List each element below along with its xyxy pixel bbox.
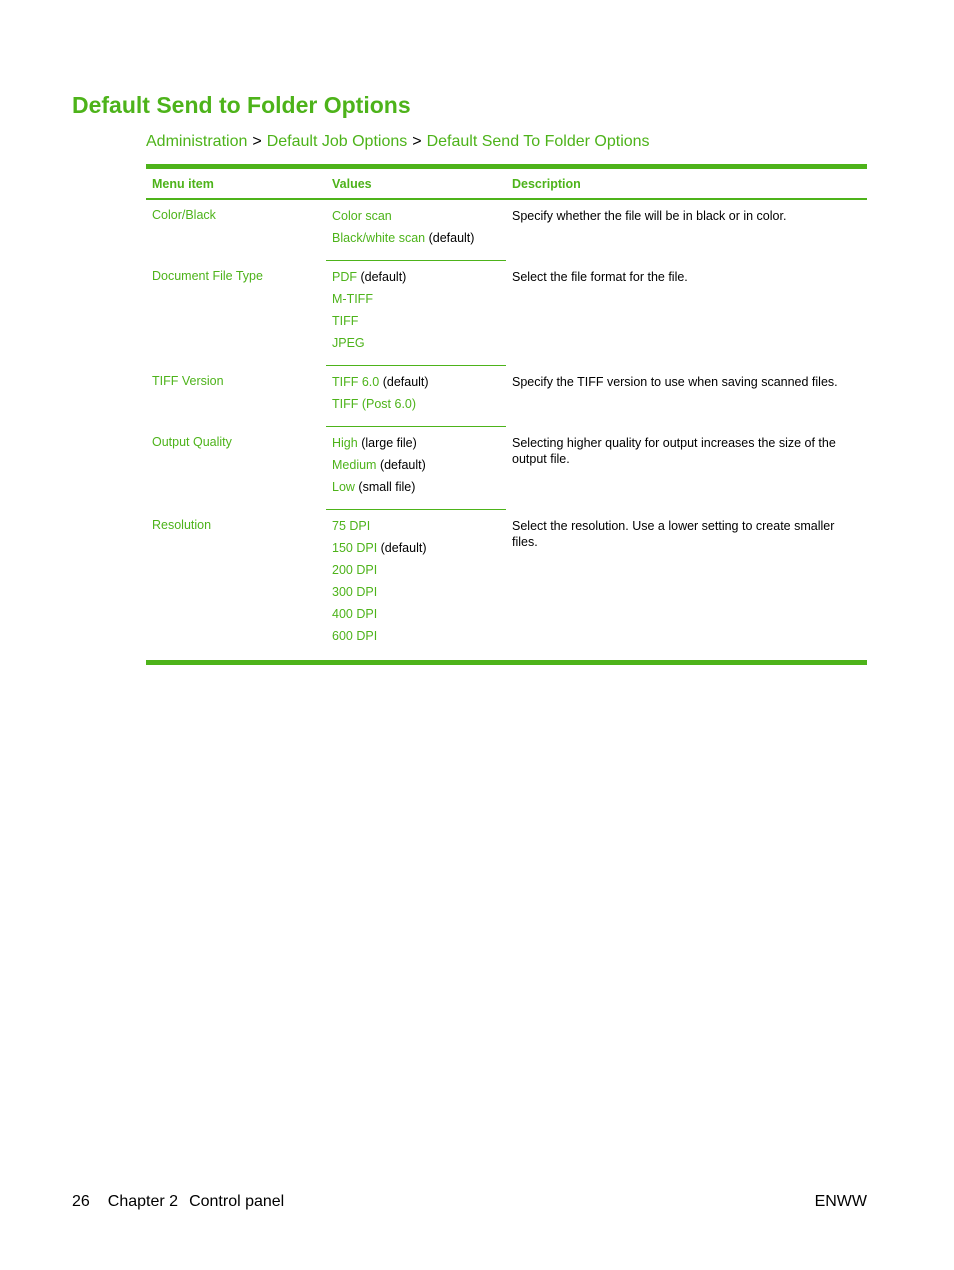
table-row: [146, 199, 867, 230]
value-cell: [326, 540, 506, 562]
value-option[interactable]: PDF: [332, 270, 357, 284]
value-cell: [326, 335, 506, 366]
table-row: [146, 510, 867, 541]
value-option[interactable]: M-TIFF: [332, 292, 373, 306]
value-option[interactable]: JPEG: [332, 336, 365, 350]
value-cell: [326, 479, 506, 510]
header-menu-item: Menu item: [146, 167, 326, 200]
page-number: 26: [72, 1193, 90, 1210]
value-option[interactable]: 200 DPI: [332, 563, 378, 577]
description-cell: Selecting higher quality for output increases the size of the output file.: [512, 435, 836, 466]
page-title: Default Send to Folder Options: [72, 92, 411, 118]
footer-chapter: Chapter 2: [107, 1193, 179, 1210]
value-option[interactable]: 400 DPI: [332, 607, 378, 621]
value-cell: [326, 396, 506, 427]
breadcrumb-item-default-job-options[interactable]: Default Job Options: [266, 133, 408, 150]
value-option[interactable]: High: [332, 436, 358, 450]
description-cell: Specify whether the file will be in black or in color.: [512, 209, 787, 223]
value-cell: [326, 606, 506, 628]
value-option[interactable]: Low: [332, 480, 355, 494]
value-option[interactable]: TIFF (Post 6.0): [332, 397, 417, 411]
options-table: [146, 164, 867, 665]
value-note: (default): [377, 541, 427, 555]
table-row: [146, 366, 867, 397]
menu-item-cell[interactable]: Resolution: [152, 517, 212, 532]
value-cell: [326, 584, 506, 606]
value-cell: [326, 230, 506, 261]
value-note: (default): [425, 231, 475, 245]
footer-section: Control panel: [189, 1193, 285, 1210]
menu-item-cell[interactable]: Document File Type: [152, 268, 263, 283]
menu-item-cell[interactable]: Color/Black: [152, 208, 216, 222]
value-option[interactable]: 600 DPI: [332, 629, 378, 643]
value-note: (large file): [357, 436, 417, 450]
value-cell: [326, 510, 506, 541]
value-cell: [326, 366, 506, 397]
value-note: (default): [357, 270, 407, 284]
value-option[interactable]: 300 DPI: [332, 585, 378, 599]
breadcrumb-separator: >: [412, 133, 422, 150]
breadcrumb-item-default-send-to-folder-options[interactable]: Default Send To Folder Options: [426, 133, 650, 150]
table-row: [146, 261, 867, 292]
value-option[interactable]: 150 DPI: [332, 541, 378, 555]
value-cell: [326, 562, 506, 584]
value-note: (default): [376, 458, 426, 472]
value-cell: [326, 427, 506, 458]
value-option[interactable]: Color scan: [332, 209, 392, 223]
value-cell: [326, 313, 506, 335]
footer-right: ENWW: [814, 1193, 867, 1210]
value-cell: [326, 199, 506, 230]
table-body: [146, 199, 867, 663]
breadcrumb: [146, 133, 650, 151]
value-option[interactable]: Black/white scan: [332, 231, 426, 245]
value-cell: [326, 291, 506, 313]
value-option[interactable]: Medium: [332, 458, 377, 472]
breadcrumb-separator: >: [252, 133, 262, 150]
header-values: Values: [326, 167, 506, 200]
description-cell: Select the file format for the file.: [512, 269, 688, 284]
value-option[interactable]: 75 DPI: [332, 519, 371, 533]
table-header-row: [146, 167, 867, 200]
breadcrumb-item-administration[interactable]: Administration: [146, 133, 248, 150]
footer-left: [72, 1193, 284, 1211]
value-note: (small file): [354, 480, 416, 494]
value-option[interactable]: TIFF: [332, 314, 359, 328]
table-row: [146, 427, 867, 458]
header-description: Description: [506, 167, 867, 200]
description-cell: Specify the TIFF version to use when saving scanned files.: [512, 374, 838, 389]
value-cell: [326, 628, 506, 663]
menu-item-cell[interactable]: Output Quality: [152, 434, 232, 449]
menu-item-cell[interactable]: TIFF Version: [152, 373, 224, 388]
description-cell: Select the resolution. Use a lower setting to create smaller files.: [512, 518, 835, 549]
value-note: (default): [379, 375, 429, 389]
value-option[interactable]: TIFF 6.0: [332, 375, 380, 389]
value-cell: [326, 457, 506, 479]
value-cell: [326, 261, 506, 292]
